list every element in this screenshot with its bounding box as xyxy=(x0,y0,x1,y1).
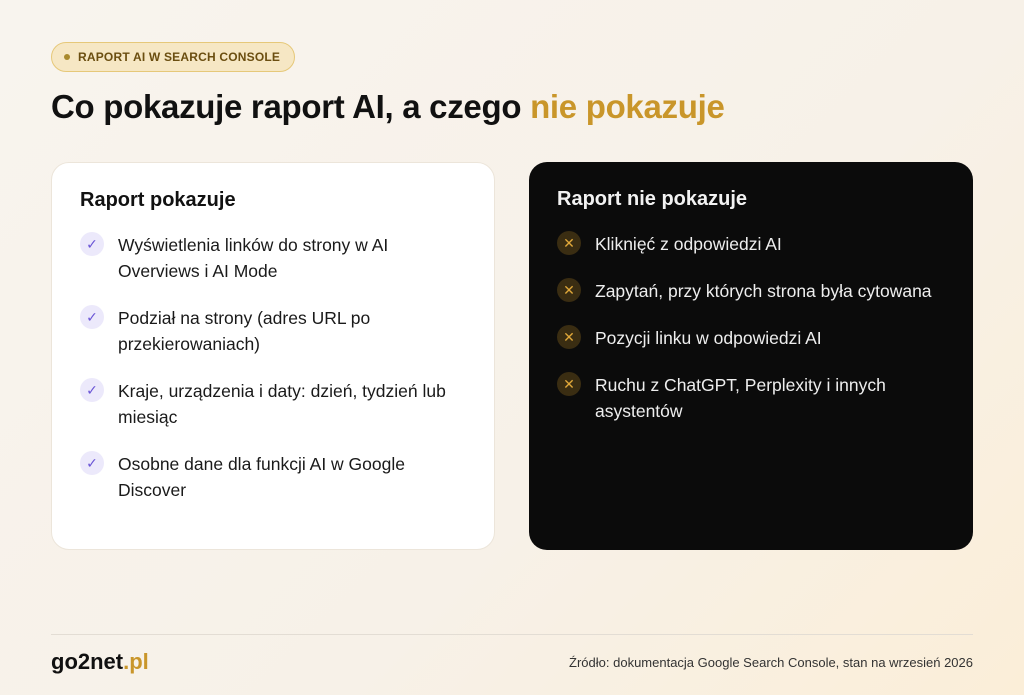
cross-icon: ✕ xyxy=(557,278,581,302)
title-main: Co pokazuje raport AI, a czego xyxy=(51,88,531,125)
badge-dot-icon xyxy=(64,54,70,60)
title-accent: nie pokazuje xyxy=(530,88,725,125)
list-item xyxy=(80,232,468,284)
shows-heading: Raport pokazuje xyxy=(80,189,236,211)
cross-icon: ✕ xyxy=(557,231,581,255)
footer-divider xyxy=(51,634,973,635)
check-icon: ✓ xyxy=(80,378,104,402)
list-item-text: Kraje, urządzenia i daty: dzień, tydzień lub miesiąc xyxy=(118,381,446,427)
list-item-text: Pozycji linku w odpowiedzi AI xyxy=(595,328,822,348)
list-item xyxy=(80,378,468,430)
not-shows-heading: Raport nie pokazuje xyxy=(557,188,748,210)
page-title xyxy=(51,88,725,126)
cross-icon: ✕ xyxy=(557,325,581,349)
list-item-text: Wyświetlenia linków do strony w AI Overviews i AI Mode xyxy=(118,235,389,281)
cross-icon: ✕ xyxy=(557,372,581,396)
list-item xyxy=(557,231,947,257)
check-icon: ✓ xyxy=(80,451,104,475)
check-icon: ✓ xyxy=(80,232,104,256)
source-note: Źródło: dokumentacja Google Search Console, stan na wrzesień 2026 xyxy=(569,655,973,670)
list-item xyxy=(557,325,947,351)
shows-list xyxy=(80,232,468,503)
list-item xyxy=(80,451,468,503)
list-item xyxy=(557,278,947,304)
shows-card xyxy=(51,162,495,550)
brand-logo xyxy=(51,649,149,675)
badge-label: RAPORT AI W SEARCH CONSOLE xyxy=(78,50,281,64)
list-item-text: Zapytań, przy których strona była cytowana xyxy=(595,281,932,301)
check-icon: ✓ xyxy=(80,305,104,329)
logo-main: go2net xyxy=(51,649,124,674)
list-item-text: Osobne dane dla funkcji AI w Google Discover xyxy=(118,454,405,500)
category-badge xyxy=(51,42,295,72)
not-shows-list xyxy=(557,231,947,424)
list-item-text: Kliknięć z odpowiedzi AI xyxy=(595,234,782,254)
list-item-text: Podział na strony (adres URL po przekierowaniach) xyxy=(118,308,371,354)
list-item-text: Ruchu z ChatGPT, Perplexity i innych asystentów xyxy=(595,375,886,421)
logo-tld: .pl xyxy=(123,649,149,674)
list-item xyxy=(80,305,468,357)
list-item xyxy=(557,372,947,424)
not-shows-card xyxy=(529,162,973,550)
